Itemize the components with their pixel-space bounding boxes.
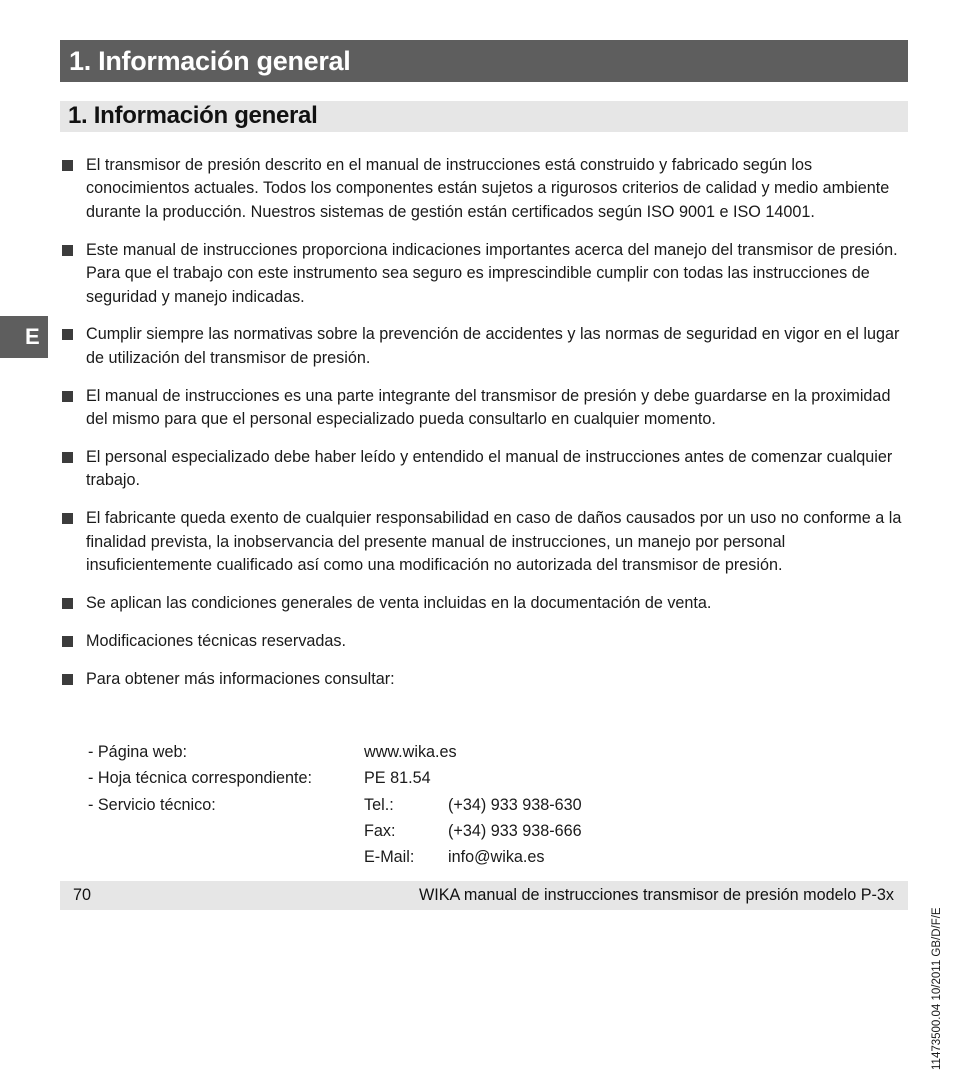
square-bullet-icon xyxy=(62,329,73,340)
square-bullet-icon xyxy=(62,636,73,647)
bullet-text: Se aplican las condiciones generales de venta incluidas en la documentación de venta. xyxy=(86,594,712,613)
list-item xyxy=(61,630,909,653)
bullet-text: El fabricante queda exento de cualquier responsabilidad en caso de daños causados por un uso no conforme a la finalidad prevista, la inobservancia del presente manual de instrucciones, un manejo por personal insuficientemente cualificado así como una modificación no autorizada del transmisor de presión. xyxy=(86,509,902,575)
email-label: E-Mail: xyxy=(364,848,415,867)
contact-row-web xyxy=(88,739,648,765)
contact-row-fax xyxy=(88,818,648,844)
fax-value: (+34) 933 938-666 xyxy=(448,821,582,840)
info-bullet-list xyxy=(61,154,909,706)
list-item xyxy=(61,385,909,432)
bullet-text: El personal especializado debe haber leído y entendido el manual de instrucciones antes de comenzar cualquier trabajo. xyxy=(86,448,893,490)
contact-row-tel xyxy=(88,792,648,818)
contact-table xyxy=(88,739,648,870)
service-label: - Servicio técnico: xyxy=(88,795,216,814)
bullet-text: El transmisor de presión descrito en el manual de instrucciones está construido y fabricado según los conocimientos actuales. Todos los componentes están sujetos a rigurosos criterios de calidad y medio ambiente durante la producción. Nuestros sistemas de gestión están certificados según ISO 9001 e ISO 14001. xyxy=(86,156,890,221)
subsection-title: 1. Información general xyxy=(68,102,318,129)
bullet-text: Este manual de instrucciones proporciona indicaciones importantes acerca del manejo del transmisor de presión. Para que el trabajo con este instrumento sea seguro es imprescindible cumplir con todas las instrucciones de seguridad y manejo indicadas. xyxy=(86,240,898,306)
contact-row-email xyxy=(88,844,648,870)
fax-label: Fax: xyxy=(364,821,396,840)
bullet-text: Cumplir siempre las normativas sobre la prevención de accidentes y las normas de seguridad en vigor en el lugar de utilización del transmisor de presión. xyxy=(86,325,900,367)
bullet-text: El manual de instrucciones es una parte integrante del transmisor de presión y debe guardarse en la proximidad del mismo para que el personal especializado pueda consultarlo en cualquier momento. xyxy=(86,386,891,429)
footer-text: WIKA manual de instrucciones transmisor de presión modelo P-3x xyxy=(418,886,894,904)
contact-row-datasheet xyxy=(88,765,648,791)
list-item xyxy=(61,239,909,309)
page-number: 70 xyxy=(73,886,92,904)
list-item xyxy=(61,446,909,493)
language-tab-label: E xyxy=(25,324,40,349)
square-bullet-icon xyxy=(62,513,73,524)
list-item xyxy=(61,507,909,577)
square-bullet-icon xyxy=(62,674,73,685)
tel-value: (+34) 933 938-630 xyxy=(448,795,582,814)
document-code-wrapper xyxy=(931,682,945,1070)
datasheet-value: PE 81.54 xyxy=(364,769,431,788)
square-bullet-icon xyxy=(62,598,73,609)
datasheet-label: - Hoja técnica correspondiente: xyxy=(88,769,313,788)
bullet-text: Modificaciones técnicas reservadas. xyxy=(86,632,347,650)
list-item xyxy=(61,323,909,370)
square-bullet-icon xyxy=(62,391,73,402)
web-link[interactable]: www.wika.es xyxy=(364,743,457,761)
section-title-bar xyxy=(60,40,908,82)
language-tab xyxy=(0,316,48,358)
web-label: - Página web: xyxy=(88,743,187,761)
document-code: 11473500.04 10/2011 GB/D/F/E xyxy=(931,907,943,1070)
tel-label: Tel.: xyxy=(364,795,394,814)
section-title: 1. Información general xyxy=(69,46,351,76)
square-bullet-icon xyxy=(62,160,73,171)
subsection-title-bar xyxy=(60,101,908,132)
list-item xyxy=(61,154,909,224)
page-footer xyxy=(60,881,908,910)
list-item xyxy=(61,592,909,615)
email-link[interactable]: info@wika.es xyxy=(448,848,545,867)
square-bullet-icon xyxy=(62,452,73,463)
bullet-text: Para obtener más informaciones consultar: xyxy=(86,669,395,688)
list-item xyxy=(61,668,909,691)
square-bullet-icon xyxy=(62,245,73,256)
